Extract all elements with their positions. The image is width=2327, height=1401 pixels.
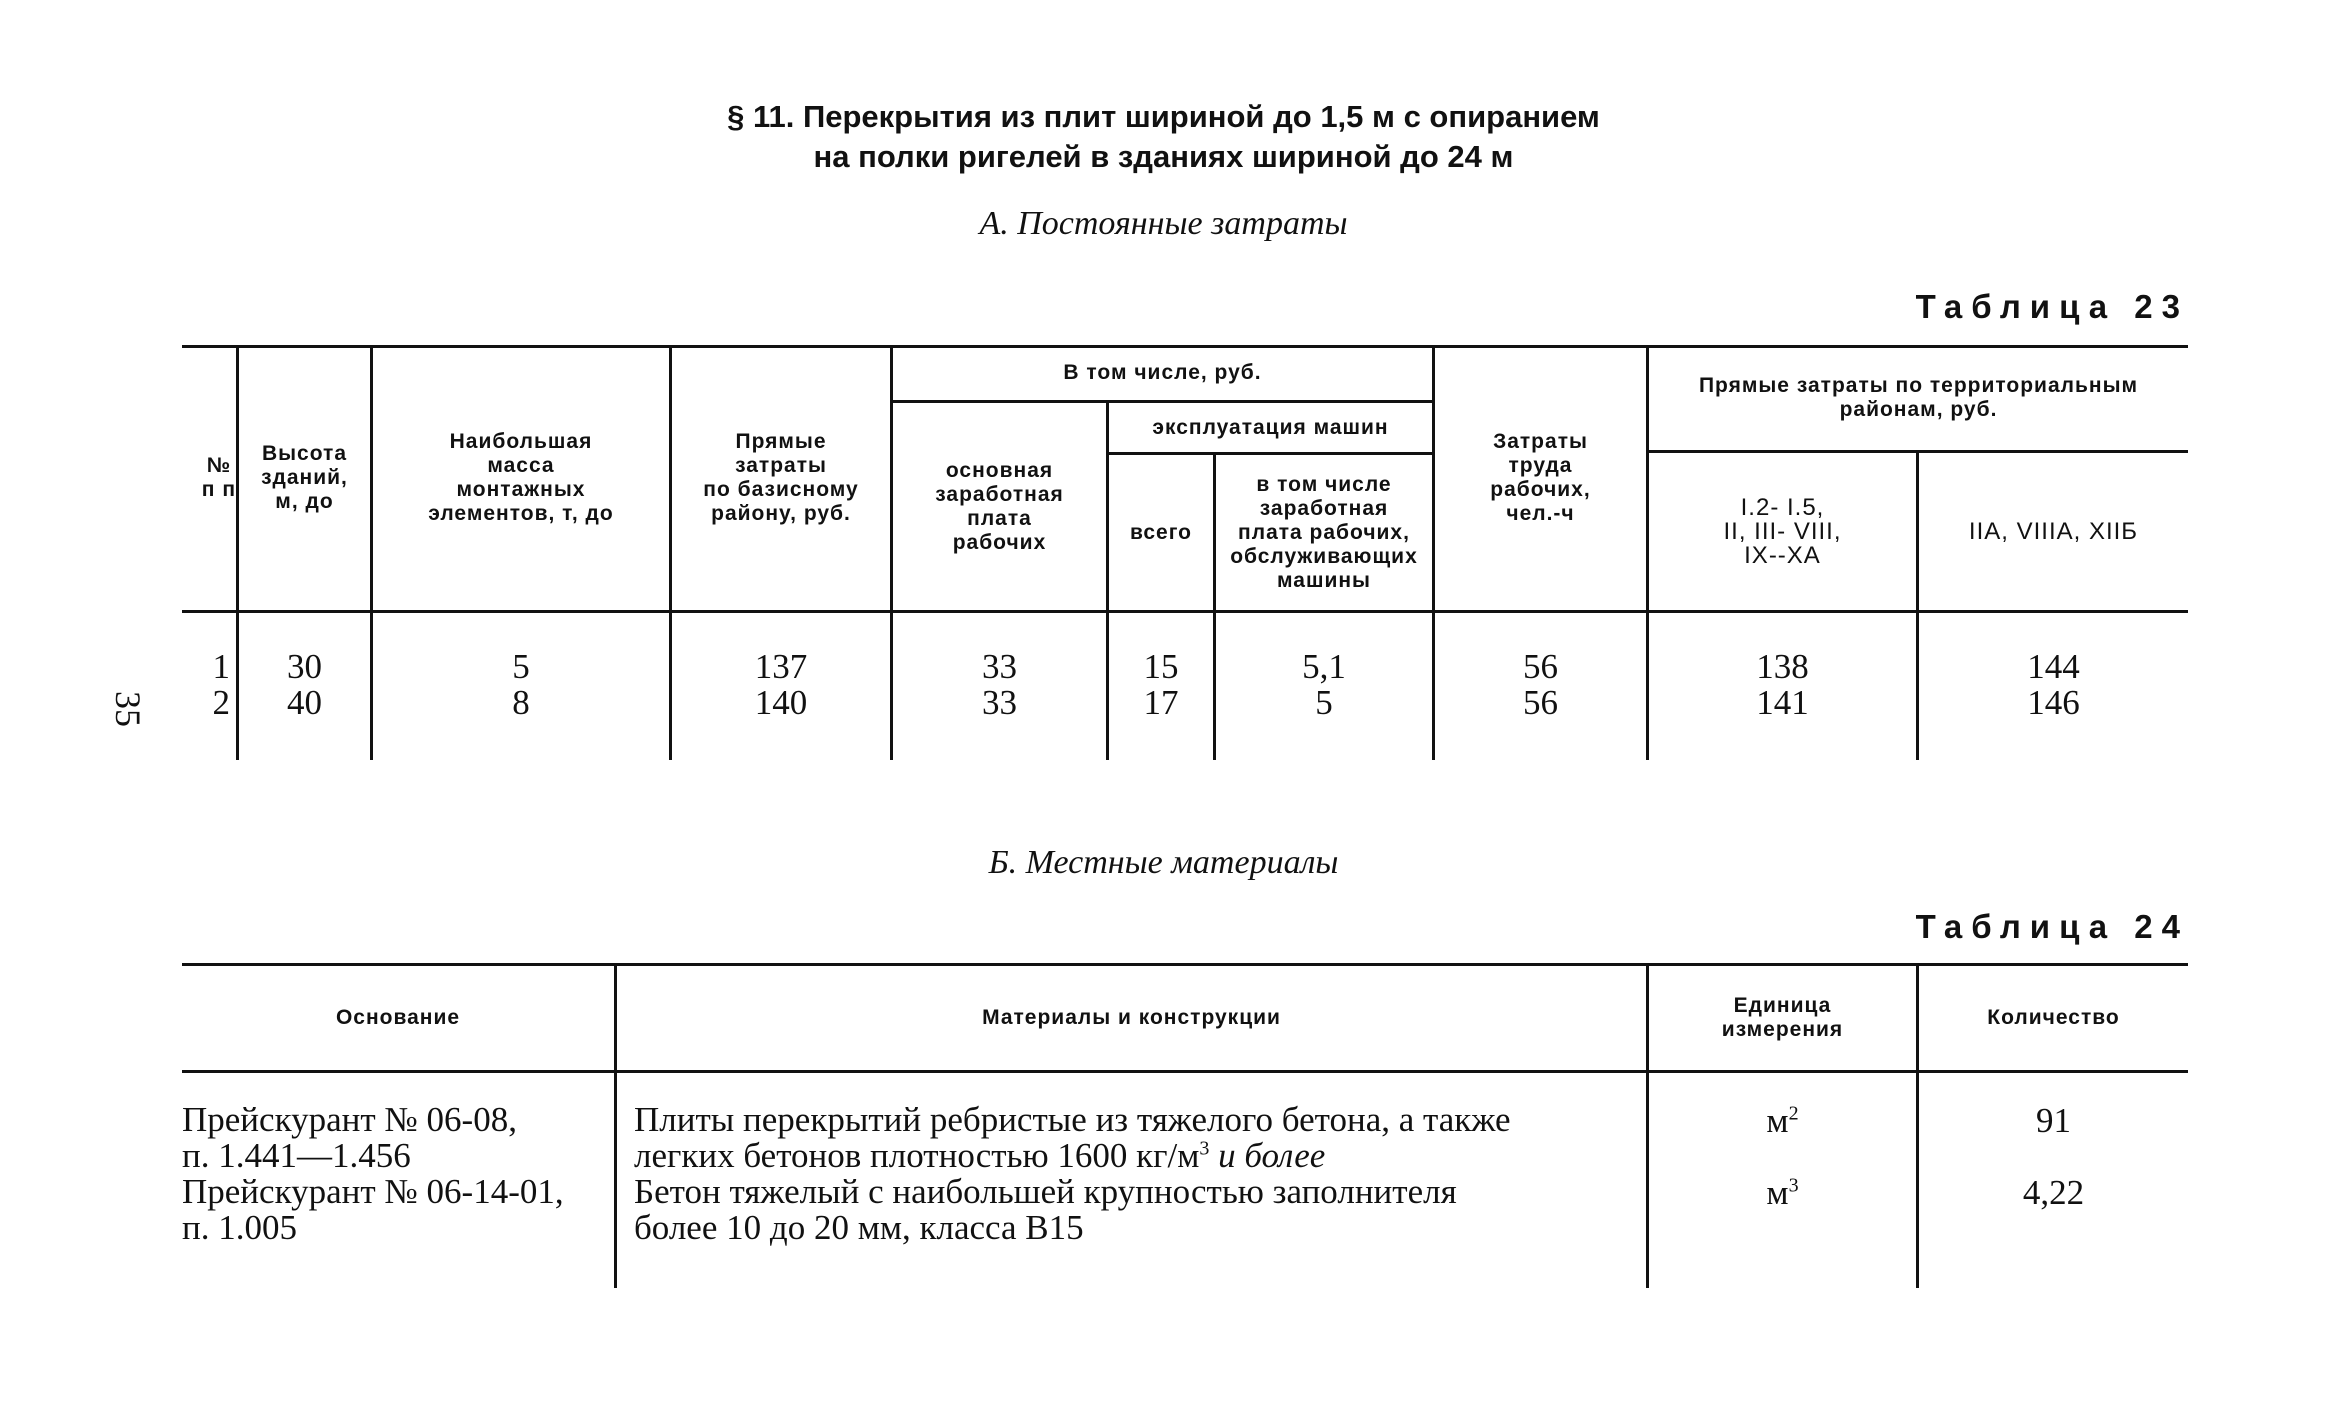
header-basis: Основание	[335, 1006, 461, 1029]
cell-basis: Прейскурант № 06-08, п. 1.441—1.456	[182, 1100, 517, 1175]
header-territorial: Прямые затраты по территориальным районам, руб.	[1698, 373, 2139, 421]
cell-unit	[1649, 1174, 1916, 1211]
cell-height: 40	[287, 683, 322, 722]
header-terr-a: I.2- I.5, II, III- VIII, IX--XA	[1723, 493, 1842, 569]
unit-text: м	[1766, 1101, 1789, 1140]
cell-mach-wages: 5,1	[1302, 647, 1346, 686]
header-including: В том числе, руб.	[1063, 360, 1262, 384]
cell-mass: 5	[512, 647, 530, 686]
unit-superscript: 3	[1788, 1174, 1799, 1197]
material-text: легких бетонов плотностью 1600 кг/м	[634, 1136, 1200, 1175]
subsection-b-title: Б. Местные материалы	[988, 844, 1339, 881]
table23-label: Таблица 23	[1915, 288, 2189, 325]
cell-wages: 33	[982, 647, 1017, 686]
header-wages: основная заработная плата рабочих	[935, 458, 1064, 554]
table24-header-rule	[182, 1070, 2188, 1073]
cell-terr-b: 144	[2027, 647, 2080, 686]
header-height: Высота зданий, м, до	[261, 441, 348, 513]
header-labor: Затраты труда рабочих, чел.-ч	[1490, 429, 1591, 525]
header-machines-total: всего	[1129, 520, 1193, 544]
subsection-a-title: А. Постоянные затраты	[979, 205, 1348, 242]
cell-material-line1: Бетон тяжелый с наибольшей крупностью заполнителя	[634, 1172, 1457, 1211]
cell-labor: 56	[1523, 647, 1558, 686]
cell-labor: 56	[1523, 683, 1558, 722]
section-title-line2: на полки ригелей в зданиях шириной до 24 м	[813, 139, 1514, 174]
cell-height: 30	[287, 647, 322, 686]
header-machines: эксплуатация машин	[1152, 415, 1389, 439]
cell-terr-a: 141	[1756, 683, 1809, 722]
cell-mach-wages: 5	[1315, 683, 1333, 722]
section-title-line1: § 11. Перекрытия из плит шириной до 1,5 м с опиранием	[727, 99, 1600, 134]
header-direct-base: Прямые затраты по базисному району, руб.	[703, 429, 859, 525]
header-materials: Материалы и конструкции	[982, 1006, 1281, 1029]
header-row-no: № п п	[201, 453, 236, 501]
cell-basis: Прейскурант № 06-14-01, п. 1.005	[182, 1172, 564, 1247]
table24-label: Таблица 24	[1915, 908, 2189, 945]
cell-qty: 4,22	[2022, 1173, 2085, 1212]
cell-qty: 91	[2036, 1101, 2071, 1140]
page-number: 35	[108, 691, 148, 727]
cell-material-line2	[634, 1138, 1628, 1174]
cell-terr-b: 146	[2027, 683, 2080, 722]
header-terr-b: IIА, VIIIА, XIIБ	[1968, 517, 2139, 545]
cell-no: 2	[212, 683, 230, 722]
cell-unit	[1649, 1102, 1916, 1139]
cell-direct: 137	[754, 647, 808, 686]
header-qty: Количество	[1987, 1006, 2120, 1029]
unit-superscript: 2	[1788, 1102, 1799, 1125]
cell-mach-total: 15	[1143, 647, 1179, 686]
cell-material-line1: Плиты перекрытий ребристые из тяжелого бетона, а также	[634, 1100, 1511, 1139]
cell-material-line2	[634, 1210, 1628, 1246]
cell-wages: 33	[982, 683, 1017, 722]
cell-direct: 140	[754, 683, 808, 722]
table23-header-rule	[182, 610, 2188, 613]
cell-terr-a: 138	[1756, 647, 1809, 686]
header-machines-wages: в том числе заработная плата рабочих, обслуживающих машины	[1230, 472, 1418, 592]
cell-no: 1	[212, 647, 230, 686]
cell-mass: 8	[512, 683, 530, 722]
cell-mach-total: 17	[1143, 683, 1179, 722]
material-superscript: 3	[1199, 1137, 1210, 1160]
material-text: более 10 до 20 мм, класса В15	[634, 1208, 1084, 1247]
header-unit: Единица измерения	[1721, 994, 1844, 1041]
unit-text: м	[1766, 1173, 1789, 1212]
material-text-end: и более	[1209, 1136, 1326, 1175]
header-mass: Наибольшая масса монтажных элементов, т, до	[428, 429, 614, 525]
